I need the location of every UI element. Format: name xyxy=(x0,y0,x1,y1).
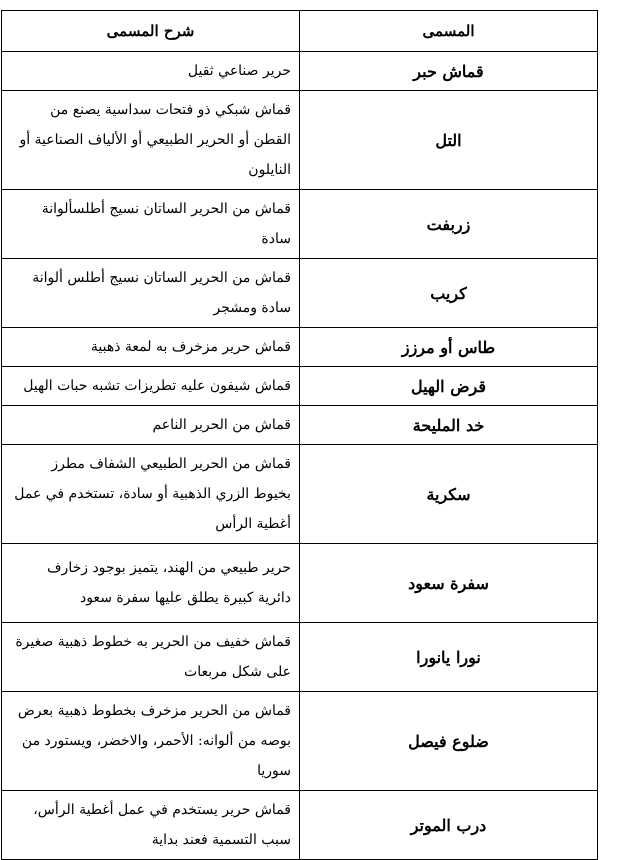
term-description: قماش من الحرير مزخرف بخطوط ذهبية بعرض بوصه من ألوانه: الأحمر، والاخضر، ويستورد من سوريا xyxy=(2,692,300,791)
term-description: قماش من الحرير الساتان نسيج أطلس ألوانة سادة ومشجر xyxy=(2,259,300,328)
term-name: خد المليحة xyxy=(300,406,598,445)
header-description: شرح المسمى xyxy=(2,11,300,52)
term-name: كريب xyxy=(300,259,598,328)
table-row xyxy=(2,445,598,544)
table-row xyxy=(2,791,598,860)
table-row xyxy=(2,328,598,367)
header-name: المسمى xyxy=(300,11,598,52)
term-name: قماش حبر xyxy=(300,52,598,91)
fabric-glossary-table-wrapper xyxy=(1,10,598,860)
term-description: حرير طبيعي من الهند، يتميز بوجود زخارف دائرية كبيرة يطلق عليها سفرة سعود xyxy=(2,544,300,623)
term-name: درب الموتر xyxy=(300,791,598,860)
table-row xyxy=(2,190,598,259)
table-row xyxy=(2,544,598,623)
term-name: سكرية xyxy=(300,445,598,544)
table-row xyxy=(2,406,598,445)
term-name: زربفت xyxy=(300,190,598,259)
table-row xyxy=(2,623,598,692)
term-description: قماش حرير يستخدم في عمل أغطية الرأس، سبب التسمية فعند بداية xyxy=(2,791,300,860)
table-row xyxy=(2,259,598,328)
table-row xyxy=(2,91,598,190)
table-row xyxy=(2,692,598,791)
table-row xyxy=(2,367,598,406)
term-name: نورا يانورا xyxy=(300,623,598,692)
term-description: قماش من الحرير الساتان نسيج أطلسألوانة سادة xyxy=(2,190,300,259)
term-description: قماش حرير مزخرف به لمعة ذهبية xyxy=(2,328,300,367)
table-row xyxy=(2,52,598,91)
term-description: حرير صناعي ثقيل xyxy=(2,52,300,91)
term-name: طاس أو مرزز xyxy=(300,328,598,367)
term-description: قماش شيفون عليه تطريزات تشبه حبات الهيل xyxy=(2,367,300,406)
term-name: التل xyxy=(300,91,598,190)
term-name: قرض الهيل xyxy=(300,367,598,406)
term-description: قماش خفيف من الحرير به خطوط ذهبية صغيرة على شكل مربعات xyxy=(2,623,300,692)
table-header-row xyxy=(2,11,598,52)
term-description: قماش من الحرير الطبيعي الشفاف مطرز بخيوط الزري الذهبية أو سادة، تستخدم في عمل أغطية الرأس xyxy=(2,445,300,544)
term-name: ضلوع فيصل xyxy=(300,692,598,791)
fabric-glossary-table xyxy=(1,10,598,860)
term-name: سفرة سعود xyxy=(300,544,598,623)
term-description: قماش من الحرير الناعم xyxy=(2,406,300,445)
term-description: قماش شبكي ذو فتحات سداسية يصنع من القطن أو الحرير الطبيعي أو الألياف الصناعية أو النايلون xyxy=(2,91,300,190)
